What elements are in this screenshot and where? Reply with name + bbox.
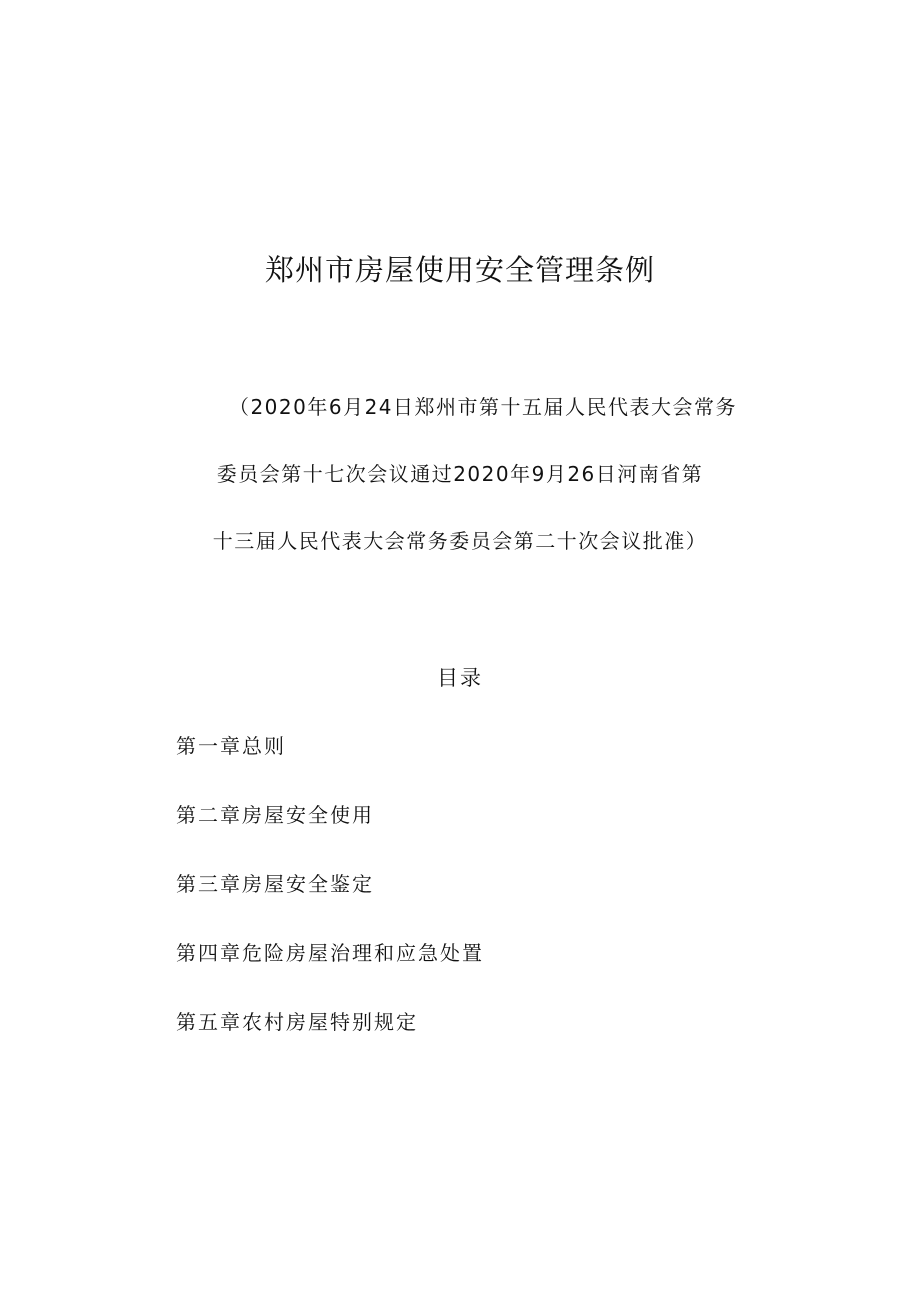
table-of-contents	[176, 731, 484, 1076]
document-title: 郑州市房屋使用安全管理条例	[264, 253, 655, 287]
toc-item-chapter-3: 第三章房屋安全鉴定	[176, 872, 374, 896]
toc-item-chapter-4: 第四章危险房屋治理和应急处置	[176, 941, 484, 965]
toc-item-chapter-1: 第一章总则	[176, 734, 286, 758]
toc-item-chapter-5: 第五章农村房屋特别规定	[176, 1010, 418, 1034]
toc-heading: 目录	[437, 666, 483, 690]
adoption-note-line-3: 十三届人民代表大会常务委员会第二十次会议批准）	[212, 529, 708, 553]
adoption-note-line-1: （2020年6月24日郑州市第十五届人民代表大会常务	[228, 395, 738, 419]
toc-item-chapter-2: 第二章房屋安全使用	[176, 803, 374, 827]
adoption-note-line-2: 委员会第十七次会议通过2020年9月26日河南省第	[216, 462, 704, 486]
